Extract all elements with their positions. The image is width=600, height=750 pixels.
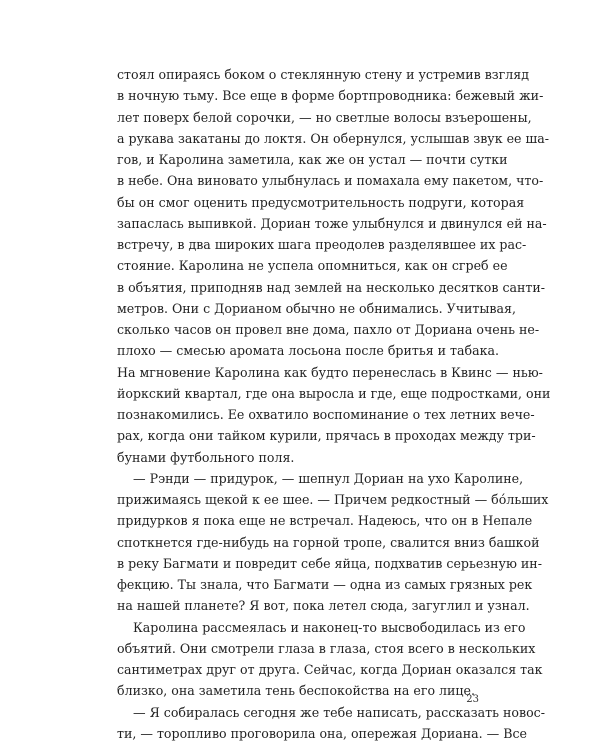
text-line: лет поверх белой сорочки, — но светлые волосы взъерошены, <box>117 109 532 125</box>
text-line: близко, она заметила тень беспокойства на его лице. <box>117 683 475 699</box>
text-line: бунами футбольного поля. <box>117 449 295 465</box>
text-line: Каролина рассмеялась и наконец-то высвободилась из его <box>133 619 526 635</box>
text-line: гов, и Каролина заметила, как же он устал — почти сутки <box>117 152 508 167</box>
text-line: фекцию. Ты знала, что Багмати — одна из самых грязных рек <box>117 577 533 592</box>
text-line: в ночную тьму. Все еще в форме бортпроводника: бежевый жи- <box>117 88 544 104</box>
text-line: На мгновение Каролина как будто перенеслась в Квинс — нью- <box>117 364 543 380</box>
text-line: — Я собиралась сегодня же тебе написать, рассказать новос- <box>133 704 545 720</box>
text-line: стоял опираясь боком о стеклянную стену и устремив взгляд <box>117 67 529 82</box>
text-line: — Рэнди — придурок, — шепнул Дориан на ухо Каролине, <box>133 470 524 486</box>
text-line: а рукава закатаны до локтя. Он обернулся, услышав звук ее ша- <box>117 130 549 146</box>
text-line: сантиметрах друг от друга. Сейчас, когда Дориан оказался так <box>117 662 543 677</box>
text-line: запаслась выпивкой. Дориан тоже улыбнулся и двинулся ей на- <box>117 215 547 231</box>
text-line: в реку Багмати и повредит себе яйца, подхватив серьезную ин- <box>117 555 542 571</box>
text-line: прижимаясь щекой к ее шее. — Причем редкостный — бо́льших <box>117 492 549 507</box>
text-line: споткнется где-нибудь на горной тропе, свалится вниз башкой <box>117 534 540 550</box>
page-number: 23 <box>466 694 479 705</box>
text-line: сколько часов он провел вне дома, пахло от Дориана очень не- <box>117 322 540 337</box>
text-line: ти, — торопливо проговорила она, опережая Дориана. — Все <box>117 725 528 741</box>
text-line: в небе. Она виновато улыбнулась и помахала ему пакетом, что- <box>117 173 544 189</box>
text-line: встречу, в два широких шага преодолев разделявшее их рас- <box>117 237 527 252</box>
body-text <box>117 64 551 744</box>
text-line: метров. Они с Дорианом обычно не обнимались. Учитывая, <box>117 300 516 316</box>
text-line: на нашей планете? Я вот, пока летел сюда, загуглил и узнал. <box>117 598 530 614</box>
text-line: бы он смог оценить предусмотрительность подруги, которая <box>117 194 525 210</box>
text-line: в объятия, приподняв над землей на несколько десятков санти- <box>117 279 546 295</box>
text-line: рах, когда они тайком курили, прячась в проходах между три- <box>117 428 536 444</box>
text-line: йоркский квартал, где она выросла и где, еще подростками, они <box>117 385 551 401</box>
text-line: придурков я пока еще не встречал. Надеюсь, что он в Непале <box>117 513 533 529</box>
text-line: познакомились. Ее охватило воспоминание о тех летних вече- <box>117 407 535 422</box>
text-line: стояние. Каролина не успела опомниться, как он сгреб ее <box>117 258 508 274</box>
text-line: объятий. Они смотрели глаза в глаза, стоя всего в нескольких <box>117 640 536 656</box>
text-line: плохо — смесью аромата лосьона после бритья и табака. <box>117 343 499 359</box>
